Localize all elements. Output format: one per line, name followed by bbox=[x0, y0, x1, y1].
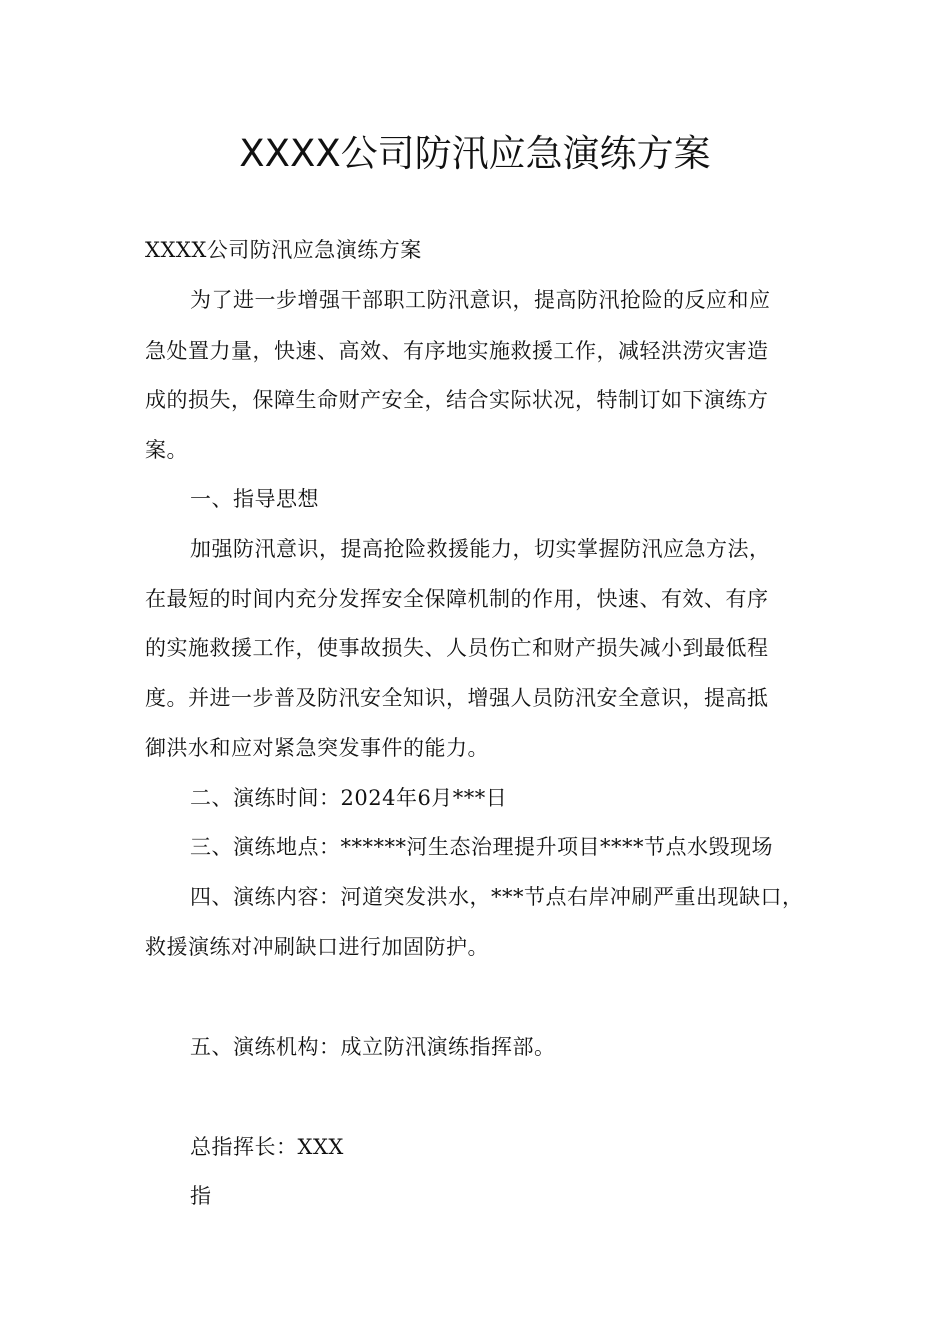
section-3-location: 三、演练地点：******河生态治理提升项目****节点水毁现场 bbox=[190, 835, 773, 859]
intro-line-2: 急处置力量，快速、高效、有序地实施救援工作，减轻洪涝灾害造 bbox=[145, 339, 769, 363]
fragment-line: 指 bbox=[190, 1184, 212, 1208]
commander-line: 总指挥长：XXX bbox=[190, 1135, 344, 1159]
section-1-line-5: 御洪水和应对紧急突发事件的能力。 bbox=[145, 736, 489, 760]
section-4-line-1: 四、演练内容：河道突发洪水，***节点右岸冲刷严重出现缺口， bbox=[190, 885, 804, 909]
section-1-line-4: 度。并进一步普及防汛安全知识，增强人员防汛安全意识，提高抵 bbox=[145, 686, 769, 710]
section-1-line-1: 加强防汛意识，提高抢险救援能力，切实掌握防汛应急方法， bbox=[190, 537, 771, 561]
section-4-line-2: 救援演练对冲刷缺口进行加固防护。 bbox=[145, 935, 489, 959]
intro-line-1: 为了进一步增强干部职工防汛意识，提高防汛抢险的反应和应 bbox=[190, 288, 771, 312]
section-1-line-2: 在最短的时间内充分发挥安全保障机制的作用，快速、有效、有序 bbox=[145, 587, 769, 611]
section-1-heading: 一、指导思想 bbox=[190, 487, 319, 511]
intro-line-4: 案。 bbox=[145, 438, 188, 462]
intro-line-3: 成的损失，保障生命财产安全，结合实际状况，特制订如下演练方 bbox=[145, 388, 769, 412]
document-title: XXXX公司防汛应急演练方案 bbox=[239, 132, 711, 175]
section-2-time: 二、演练时间：2024年6月***日 bbox=[190, 786, 508, 810]
document-subtitle: XXXX公司防汛应急演练方案 bbox=[145, 238, 422, 262]
section-5-organization: 五、演练机构：成立防汛演练指挥部。 bbox=[190, 1035, 556, 1059]
section-1-line-3: 的实施救援工作，使事故损失、人员伤亡和财产损失减小到最低程 bbox=[145, 636, 769, 660]
